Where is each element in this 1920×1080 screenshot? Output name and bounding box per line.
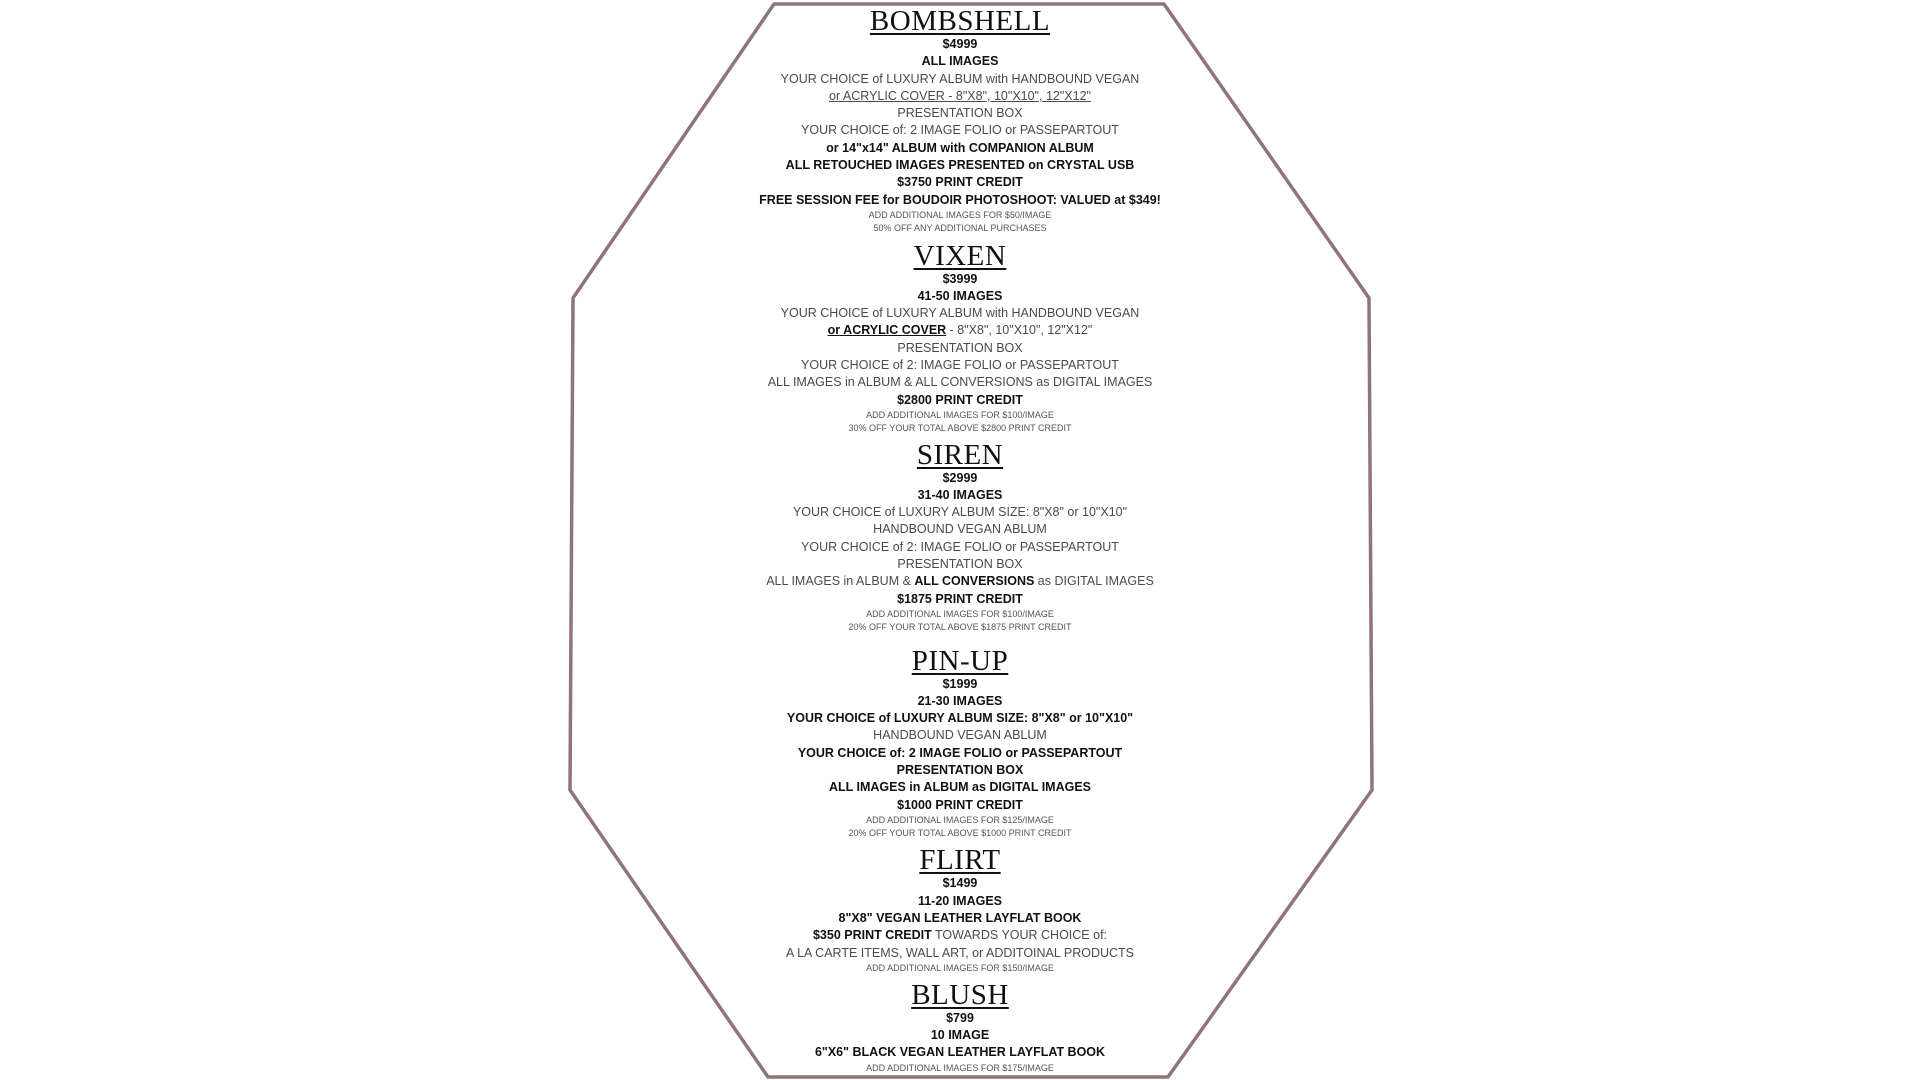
layflat-book: 8"X8" VEGAN LEATHER LAYFLAT BOOK bbox=[838, 911, 1082, 926]
discount-note: 20% OFF YOUR TOTAL ABOVE $1875 PRINT CREDIT bbox=[848, 621, 1072, 632]
layflat-book: 6"X6" BLACK VEGAN LEATHER LAYFLAT BOOK bbox=[814, 1045, 1106, 1060]
acrylic-cover-option bbox=[560, 322, 1360, 339]
package-title: BLUSH bbox=[911, 978, 1009, 1011]
package-vixen bbox=[560, 241, 1360, 435]
additional-images-note: ADD ADDITIONAL IMAGES FOR $150/IMAGE bbox=[866, 962, 1054, 973]
package-price: $2999 bbox=[942, 470, 978, 485]
package-flirt bbox=[560, 845, 1360, 974]
album-size-choice: YOUR CHOICE of LUXURY ALBUM SIZE: 8"X8" or 10"X10" bbox=[792, 505, 1128, 520]
digital-images bbox=[560, 573, 1360, 590]
package-price: $799 bbox=[946, 1010, 974, 1025]
price-list bbox=[560, 6, 1360, 1074]
additional-images-note: ADD ADDITIONAL IMAGES FOR $100/IMAGE bbox=[866, 608, 1054, 619]
print-credit: $3750 PRINT CREDIT bbox=[897, 175, 1023, 190]
album-choice: YOUR CHOICE of LUXURY ALBUM with HANDBOUND VEGAN bbox=[780, 306, 1140, 321]
package-price: $1999 bbox=[942, 676, 978, 691]
image-count: 11-20 IMAGES bbox=[917, 893, 1003, 908]
presentation-box: PRESENTATION BOX bbox=[896, 762, 1024, 777]
package-price: $4999 bbox=[942, 37, 978, 51]
album-choice: YOUR CHOICE of LUXURY ALBUM with HANDBOUND VEGAN bbox=[780, 71, 1140, 86]
image-count: 31-40 IMAGES bbox=[917, 487, 1003, 502]
additional-images-note: ADD ADDITIONAL IMAGES FOR $100/IMAGE bbox=[866, 409, 1054, 420]
package-blush bbox=[560, 980, 1360, 1075]
image-count: 41-50 IMAGES bbox=[917, 288, 1003, 303]
image-count: 21-30 IMAGES bbox=[917, 693, 1003, 708]
print-credit bbox=[560, 927, 1360, 944]
print-credit: $2800 PRINT CREDIT bbox=[897, 392, 1023, 407]
print-credit: $1875 PRINT CREDIT bbox=[897, 591, 1023, 606]
additional-images-note: ADD ADDITIONAL IMAGES FOR $175/IMAGE bbox=[866, 1062, 1054, 1073]
package-title: VIXEN bbox=[913, 239, 1007, 272]
package-bombshell bbox=[560, 6, 1360, 235]
digital-images-conversions: ALL CONVERSIONS bbox=[914, 574, 1035, 589]
print-credit-amount: $350 PRINT CREDIT bbox=[812, 928, 932, 943]
digital-images-prefix: ALL IMAGES in ALBUM & bbox=[766, 574, 915, 589]
handbound-album: HANDBOUND VEGAN ABLUM bbox=[873, 728, 1047, 743]
discount-note: 50% OFF ANY ADDITIONAL PURCHASES bbox=[873, 222, 1047, 233]
package-title: SIREN bbox=[916, 438, 1004, 471]
package-siren bbox=[560, 440, 1360, 634]
credit-items: A LA CARTE ITEMS, WALL ART, or ADDITOINAL PRODUCTS bbox=[785, 945, 1134, 960]
acrylic-cover-label: or ACRYLIC COVER bbox=[827, 323, 947, 338]
package-title: PIN-UP bbox=[911, 644, 1009, 677]
digital-images-suffix: as DIGITAL IMAGES bbox=[1034, 574, 1154, 589]
additional-images-note: ADD ADDITIONAL IMAGES FOR $50/IMAGE bbox=[868, 209, 1052, 220]
digital-images: ALL IMAGES in ALBUM as DIGITAL IMAGES bbox=[828, 780, 1092, 795]
session-fee-note: FREE SESSION FEE for BOUDOIR PHOTOSHOOT: VALUED at $349! bbox=[759, 192, 1161, 207]
print-credit-terms: TOWARDS YOUR CHOICE of: bbox=[931, 928, 1108, 943]
discount-note: 30% OFF YOUR TOTAL ABOVE $2800 PRINT CREDIT bbox=[848, 422, 1072, 433]
package-pin-up bbox=[560, 646, 1360, 840]
folio-choice: YOUR CHOICE of 2: IMAGE FOLIO or PASSEPARTOUT bbox=[801, 539, 1119, 554]
folio-choice: YOUR CHOICE of: 2 IMAGE FOLIO or PASSEPARTOUT bbox=[797, 745, 1123, 760]
package-price: $1499 bbox=[942, 876, 978, 891]
package-title: FLIRT bbox=[919, 844, 1001, 877]
presentation-box: PRESENTATION BOX bbox=[897, 557, 1023, 572]
handbound-album: HANDBOUND VEGAN ABLUM bbox=[873, 522, 1047, 537]
folio-choice: YOUR CHOICE of: 2 IMAGE FOLIO or PASSEPARTOUT bbox=[801, 123, 1119, 138]
album-size-choice: YOUR CHOICE of LUXURY ALBUM SIZE: 8"X8" or 10"X10" bbox=[786, 711, 1134, 726]
album-alternative: or 14"x14" ALBUM with COMPANION ALBUM bbox=[826, 140, 1094, 155]
digital-images: ALL IMAGES in ALBUM & ALL CONVERSIONS as DIGITAL IMAGES bbox=[767, 375, 1153, 390]
additional-images-note: ADD ADDITIONAL IMAGES FOR $125/IMAGE bbox=[866, 814, 1054, 825]
presentation-box: PRESENTATION BOX bbox=[897, 340, 1023, 355]
package-title: BOMBSHELL bbox=[869, 5, 1051, 37]
image-count: 10 IMAGE bbox=[930, 1028, 990, 1043]
acrylic-cover-option: or ACRYLIC COVER - 8"X8", 10"X10", 12"X12" bbox=[829, 88, 1091, 103]
folio-choice: YOUR CHOICE of 2: IMAGE FOLIO or PASSEPARTOUT bbox=[801, 358, 1119, 373]
presentation-box: PRESENTATION BOX bbox=[897, 106, 1023, 121]
print-credit: $1000 PRINT CREDIT bbox=[897, 797, 1023, 812]
usb-delivery: ALL RETOUCHED IMAGES PRESENTED on CRYSTAL USB bbox=[785, 158, 1135, 173]
image-count: ALL IMAGES bbox=[921, 54, 999, 69]
discount-note: 20% OFF YOUR TOTAL ABOVE $1000 PRINT CREDIT bbox=[848, 827, 1072, 838]
acrylic-cover-sizes: - 8"X8", 10"X10", 12"X12" bbox=[946, 323, 1093, 338]
package-price: $3999 bbox=[942, 271, 978, 286]
